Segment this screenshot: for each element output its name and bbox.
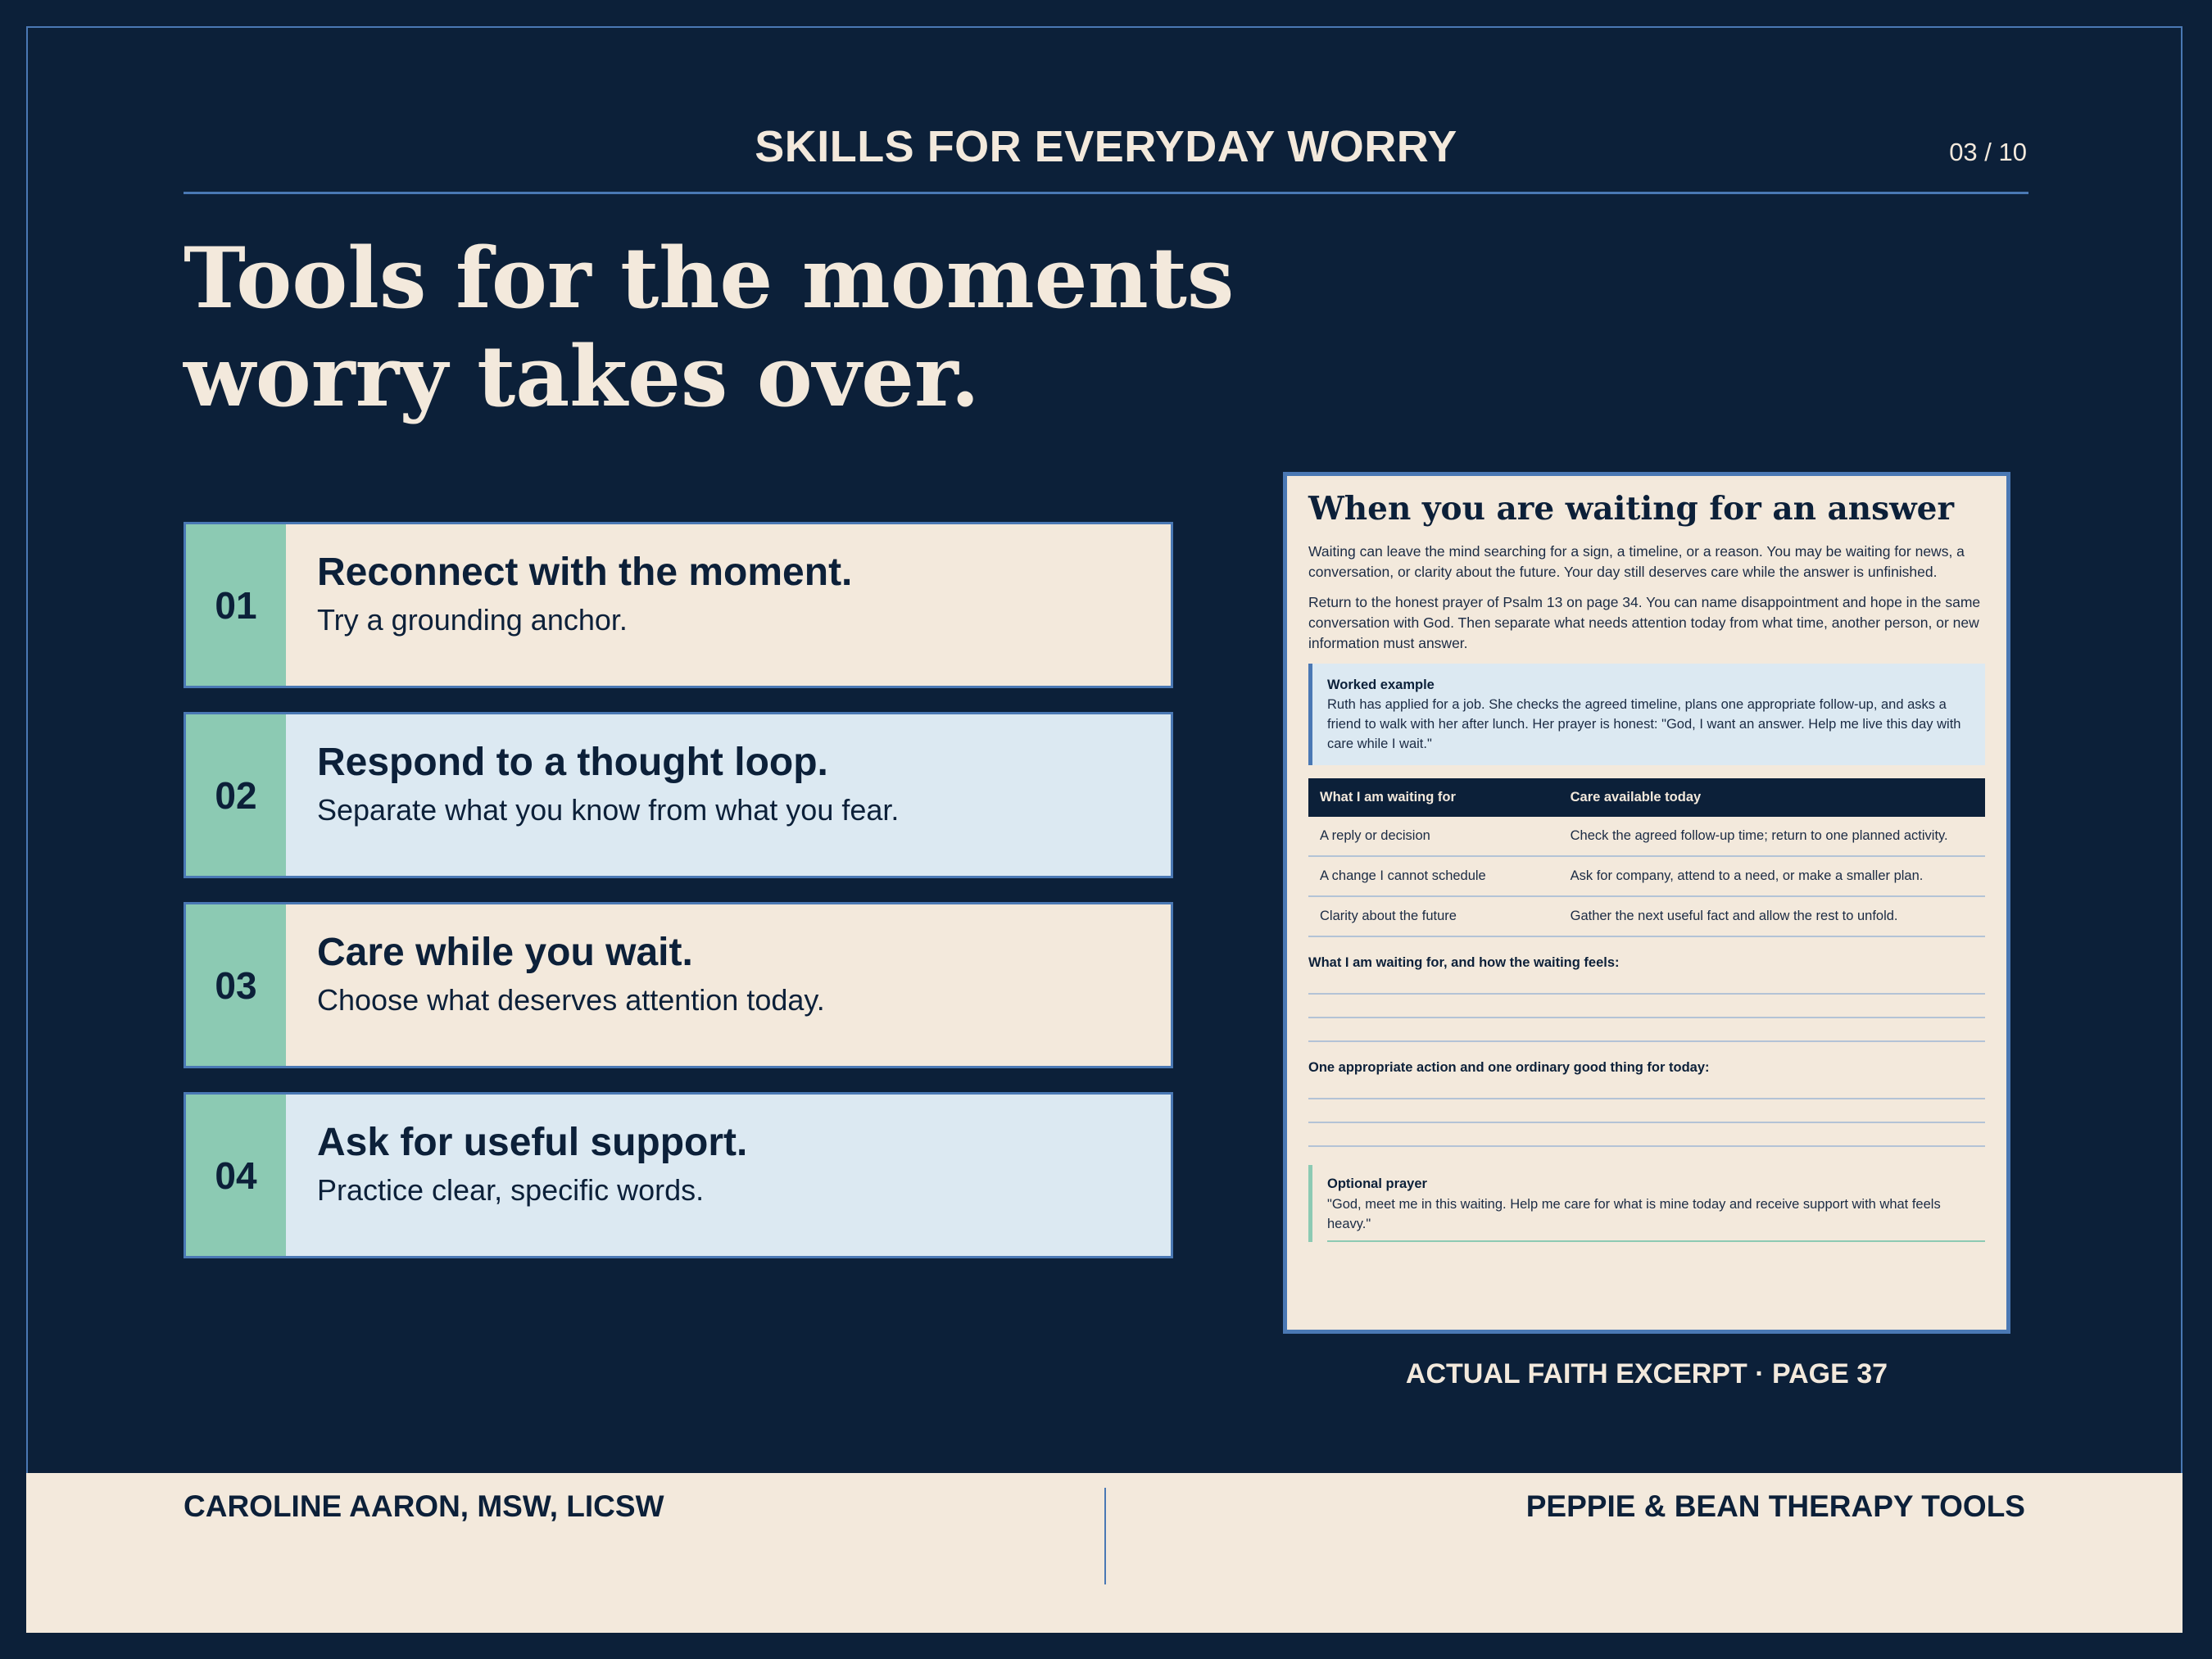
table-cell: A change I cannot schedule: [1308, 856, 1559, 896]
step-title: Care while you wait.: [317, 931, 693, 974]
table-header-cell: Care available today: [1559, 778, 1985, 817]
table-cell: Ask for company, attend to a need, or make a smaller plan.: [1559, 856, 1985, 896]
optional-prayer-callout: [1308, 1165, 1985, 1242]
step-number: 03: [186, 904, 286, 1066]
footer-brand: PEPPIE & BEAN THERAPY TOOLS: [1525, 1489, 2025, 1523]
footer-author: CAROLINE AARON, MSW, LICSW: [184, 1489, 664, 1523]
step-card-1: [184, 522, 1173, 688]
header-divider: [184, 192, 2028, 194]
footer-divider: [1104, 1488, 1106, 1584]
worked-example-callout: [1308, 664, 1985, 765]
slide-header-title: SKILLS FOR EVERYDAY WORRY: [755, 122, 1457, 171]
writing-line: [1308, 993, 1985, 995]
prayer-body: "God, meet me in this waiting. Help me care for what is mine today and receive support with what feels heavy.": [1327, 1194, 1985, 1242]
writing-line: [1308, 1145, 1985, 1147]
writing-line: [1308, 1098, 1985, 1099]
table-row: [1308, 856, 1985, 896]
table-row: [1308, 896, 1985, 936]
table-header-row: [1308, 778, 1985, 817]
slide-headline: [184, 229, 1330, 426]
page-number: 03 / 10: [1949, 138, 2027, 166]
writing-prompt-2: One appropriate action and one ordinary good thing for today:: [1308, 1060, 1710, 1075]
excerpt-paragraph-1: Waiting can leave the mind searching for a sign, a timeline, or a reason. You may be waiting for news, a conversation, or clarity about the future. Your day still deserves care while the answer is unfinished.: [1308, 543, 1965, 580]
waiting-care-table: [1308, 778, 1985, 937]
step-title: Respond to a thought loop.: [317, 741, 828, 784]
step-card-2: [184, 712, 1173, 878]
table-cell: Clarity about the future: [1308, 896, 1559, 936]
writing-line: [1308, 1017, 1985, 1018]
step-number: 02: [186, 714, 286, 876]
step-title: Ask for useful support.: [317, 1121, 748, 1164]
table-header-cell: What I am waiting for: [1308, 778, 1559, 817]
writing-prompt-1: What I am waiting for, and how the waiting feels:: [1308, 955, 1620, 970]
step-card-3: [184, 902, 1173, 1068]
worked-example-heading: Worked example: [1327, 678, 1435, 692]
table-cell: Gather the next useful fact and allow the rest to unfold.: [1559, 896, 1985, 936]
writing-line: [1308, 1122, 1985, 1123]
excerpt-paragraph-2: Return to the honest prayer of Psalm 13 on page 34. You can name disappointment and hope in the same conversation with God. Then separate what needs attention today from what time, another person, or new information must answer.: [1308, 594, 1981, 651]
writing-line: [1308, 1040, 1985, 1042]
footer-band: [26, 1473, 2183, 1633]
prayer-heading: Optional prayer: [1327, 1176, 1427, 1191]
headline-line-1: Tools for the moments: [184, 229, 1235, 328]
step-number: 01: [186, 524, 286, 686]
step-subtitle: Choose what deserves attention today.: [317, 983, 825, 1017]
step-card-4: [184, 1092, 1173, 1258]
step-title: Reconnect with the moment.: [317, 551, 853, 594]
worked-example-body: Ruth has applied for a job. She checks the agreed timeline, plans one appropriate follow-up, and asks a friend to walk with her after lunch. Her prayer is honest: "God, I want an answer. Help me live this day with care while I wait.": [1327, 697, 1961, 751]
step-number: 04: [186, 1095, 286, 1256]
step-subtitle: Try a grounding anchor.: [317, 603, 628, 637]
headline-line-2: worry takes over.: [184, 328, 980, 426]
step-subtitle: Separate what you know from what you fear.: [317, 793, 900, 827]
book-excerpt-page: [1283, 472, 2010, 1334]
step-subtitle: Practice clear, specific words.: [317, 1173, 705, 1207]
excerpt-title: When you are waiting for an answer: [1308, 490, 1955, 528]
excerpt-caption: ACTUAL FAITH EXCERPT · PAGE 37: [1405, 1358, 1888, 1389]
table-row: [1308, 817, 1985, 856]
table-cell: Check the agreed follow-up time; return to one planned activity.: [1559, 817, 1985, 856]
table-cell: A reply or decision: [1308, 817, 1559, 856]
